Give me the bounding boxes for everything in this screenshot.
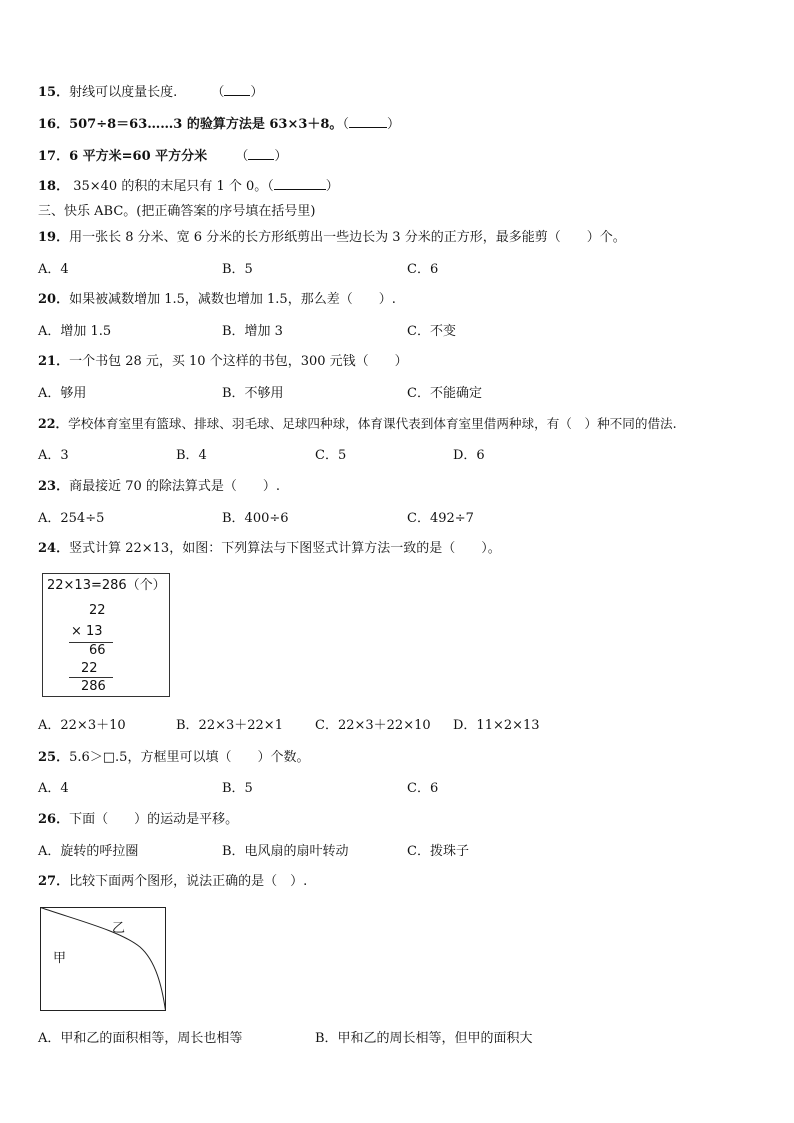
question-number: 27． bbox=[38, 874, 70, 889]
option-a[interactable]: A．4 bbox=[38, 262, 69, 277]
question-text: 5.6＞□.5，方框里可以填（ ）个数。 bbox=[69, 750, 310, 765]
option-a[interactable]: A．增加 1.5 bbox=[38, 324, 112, 339]
answer-blank[interactable] bbox=[349, 115, 387, 128]
question-number: 26． bbox=[38, 812, 70, 827]
question-20 bbox=[38, 292, 396, 308]
question-number: 25． bbox=[38, 750, 70, 765]
question-23 bbox=[38, 479, 280, 495]
question-25 bbox=[38, 750, 309, 766]
question-text: 商最接近 70 的除法算式是（ ）. bbox=[69, 479, 281, 494]
option-c[interactable]: C．6 bbox=[407, 781, 439, 796]
product-result: 286 bbox=[81, 679, 106, 694]
question-number: 15． bbox=[38, 85, 70, 100]
partial-product-1: 66 bbox=[89, 643, 106, 658]
option-a[interactable]: A．4 bbox=[38, 781, 69, 796]
option-b[interactable]: B．甲和乙的周长相等，但甲的面积大 bbox=[315, 1031, 533, 1046]
option-b[interactable]: B．5 bbox=[222, 781, 253, 796]
question-22 bbox=[38, 416, 677, 432]
question-text: 射线可以度量长度. bbox=[69, 85, 178, 100]
question-number: 18． bbox=[38, 179, 70, 194]
option-b[interactable]: B．22×3＋22×1 bbox=[176, 718, 283, 733]
question-26 bbox=[38, 812, 238, 828]
question-18 bbox=[38, 177, 339, 195]
answer-blank[interactable] bbox=[224, 83, 250, 96]
option-b[interactable]: B．不够用 bbox=[222, 386, 284, 401]
question-text: 用一张长 8 分米、宽 6 分米的长方形纸剪出一些边长为 3 分米的正方形，最多能剪（ ）个。 bbox=[69, 230, 626, 245]
figure-header: 22×13=286（个） bbox=[47, 578, 166, 593]
question-text: 比较下面两个图形，说法正确的是（ ）. bbox=[69, 874, 308, 889]
paren-close: ） bbox=[325, 179, 339, 194]
question-19 bbox=[38, 230, 626, 246]
option-a[interactable]: A．甲和乙的面积相等，周长也相等 bbox=[38, 1031, 243, 1046]
question-text: 下面（ ）的运动是平移。 bbox=[69, 812, 239, 827]
option-a[interactable]: A．22×3＋10 bbox=[38, 718, 126, 733]
option-b[interactable]: B．电风扇的扇叶转动 bbox=[222, 844, 349, 859]
shape-comparison-figure bbox=[40, 907, 166, 1011]
option-b[interactable]: B．400÷6 bbox=[222, 511, 289, 526]
question-text: 如果被减数增加 1.5，减数也增加 1.5，那么差（ ）. bbox=[69, 292, 396, 307]
option-c[interactable]: C．拨珠子 bbox=[407, 844, 469, 859]
paren-close: ） bbox=[386, 117, 400, 132]
label-jia: 甲 bbox=[53, 951, 67, 966]
option-b[interactable]: B．增加 3 bbox=[222, 324, 283, 339]
question-15 bbox=[38, 83, 263, 101]
section-heading: 三、快乐 ABC。(把正确答案的序号填在括号里) bbox=[38, 204, 316, 219]
option-d[interactable]: D．11×2×13 bbox=[453, 718, 540, 733]
option-c[interactable]: C．不能确定 bbox=[407, 386, 482, 401]
paren-open: （ bbox=[235, 149, 249, 164]
option-b[interactable]: B．5 bbox=[222, 262, 253, 277]
option-a[interactable]: A．够用 bbox=[38, 386, 87, 401]
multiplicand: 22 bbox=[89, 603, 106, 618]
question-text: 35×40 的积的末尾只有 1 个 0。 bbox=[69, 179, 268, 194]
question-24 bbox=[38, 541, 501, 557]
rule-line bbox=[69, 677, 113, 678]
question-text: 一个书包 28 元，买 10 个这样的书包，300 元钱（ ） bbox=[69, 354, 408, 369]
option-a[interactable]: A．254÷5 bbox=[38, 511, 105, 526]
paren-open: （ bbox=[342, 117, 349, 132]
question-16 bbox=[38, 115, 400, 133]
paren-open: （ bbox=[267, 179, 274, 194]
partial-product-2: 22 bbox=[81, 661, 98, 676]
question-text: 竖式计算 22×13，如图：下列算法与下图竖式计算方法一致的是（ ）。 bbox=[69, 541, 501, 556]
option-c[interactable]: C．492÷7 bbox=[407, 511, 474, 526]
answer-blank[interactable] bbox=[274, 177, 326, 190]
option-b[interactable]: B．4 bbox=[176, 448, 207, 463]
question-27 bbox=[38, 874, 307, 890]
multiplier: × 13 bbox=[71, 624, 103, 639]
question-text: 6 平方米=60 平方分米 bbox=[69, 149, 208, 164]
question-text: 学校体育室里有篮球、排球、羽毛球、足球四种球，体育课代表到体育室里借两种球，有（ ）种不同的借法. bbox=[68, 416, 677, 431]
answer-blank[interactable] bbox=[248, 147, 274, 160]
option-c[interactable]: C．5 bbox=[315, 448, 347, 463]
paren-close: ） bbox=[250, 85, 264, 100]
question-21 bbox=[38, 354, 408, 370]
vertical-multiplication-figure bbox=[42, 573, 170, 697]
paren-open: （ bbox=[211, 85, 225, 100]
question-number: 17． bbox=[38, 149, 70, 164]
option-a[interactable]: A．3 bbox=[38, 448, 69, 463]
option-c[interactable]: C．6 bbox=[407, 262, 439, 277]
option-a[interactable]: A．旋转的呼拉圈 bbox=[38, 844, 139, 859]
paren-close: ） bbox=[274, 149, 288, 164]
question-17 bbox=[38, 147, 287, 165]
question-number: 16． bbox=[38, 117, 70, 132]
option-d[interactable]: D．6 bbox=[453, 448, 485, 463]
question-number: 22． bbox=[38, 416, 69, 431]
question-text: 507÷8＝63……3 的验算方法是 63×3＋8。 bbox=[69, 117, 343, 132]
question-number: 21． bbox=[38, 354, 70, 369]
label-yi: 乙 bbox=[112, 921, 126, 936]
question-number: 24． bbox=[38, 541, 70, 556]
question-number: 23． bbox=[38, 479, 70, 494]
question-number: 20． bbox=[38, 292, 70, 307]
question-number: 19． bbox=[38, 230, 70, 245]
option-c[interactable]: C．不变 bbox=[407, 324, 456, 339]
option-c[interactable]: C．22×3＋22×10 bbox=[315, 718, 431, 733]
